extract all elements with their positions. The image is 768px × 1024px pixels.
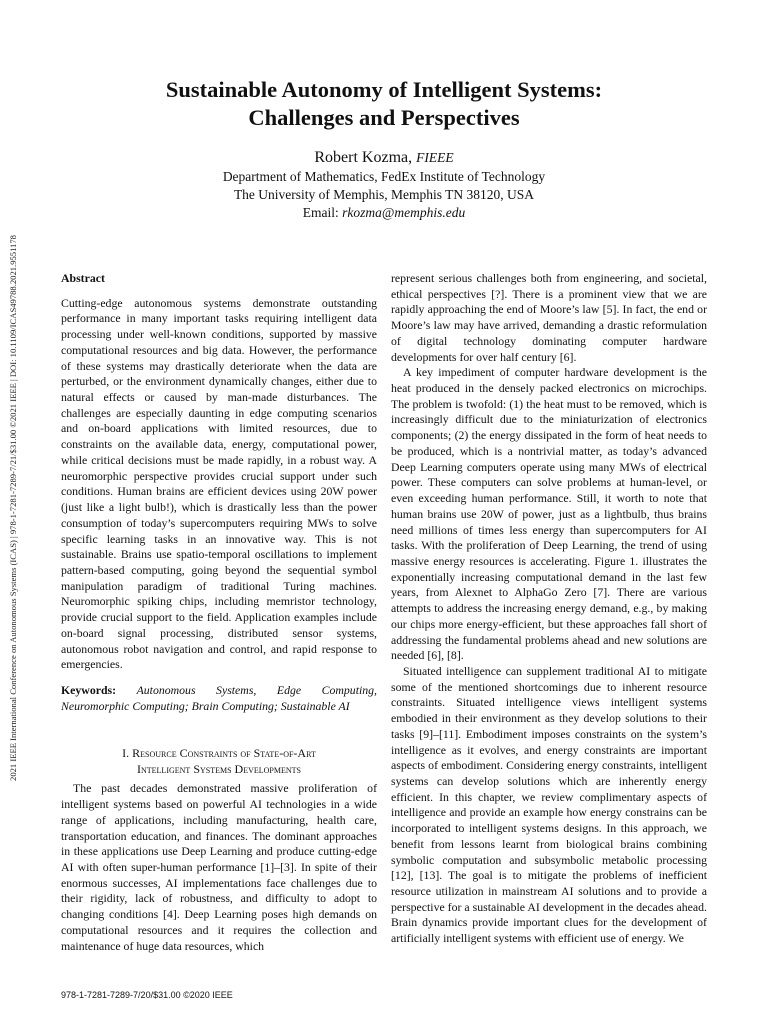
email-address: rkozma@memphis.edu: [342, 205, 466, 220]
title-line-2: Challenges and Perspectives: [248, 105, 520, 130]
author-name: Robert Kozma,: [314, 149, 413, 166]
affiliation-line-1: Department of Mathematics, FedEx Institute of Technology: [222, 169, 546, 184]
abstract-text: Cutting-edge autonomous systems demonstrate outstanding performance in many important tasks requiring intelligent data processing under well-known conditions, supported by massive computational resources and big data. However, the performance of these systems may drastically deteriorate when the data are perturbed, or the environment dynamically changes, either due to natural effects or caused by man-made disturbances. The challenges are especially daunting in edge computing scenarios and on-board applications with limited resources, due to constraints on the available data, energy, computational power, while critical decisions must be made rapidly, in a robust way. A neuromorphic perspective provides crucial support under such conditions. Human brains are efficient devices using 20W power (just like a light bulb!), which is drastically less than the power consumption of today’s supercomputers requiring MWs to solve specific learning tasks in an innovative way. This is not sustainable. Brains use spatio-temporal oscillations to implement pattern-based computing, going beyond the sequential symbol manipulation paradigm of traditional Turing machines. Neuromorphic spiking chips, including memristor technology, provide crucial support to the field. Application examples include on-board signal processing, distributed sensor systems, autonomous robot navigation and control, and rapid response to emergencies.: [61, 295, 377, 672]
body-paragraph-3: Situated intelligence can supplement traditional AI to mitigate some of the mentioned shortcomings due to inherent resource constraints. Situated intelligence views intelligent systems embodied in their environment as they develop solutions to their tasks [9]–[11]. Embodiment imposes constraints on the system’s intelligence as it evolves, and energy constraints are important aspects of embodiment. Considering energy constraints, intelligent systems can develop solutions which are inherently energy efficient. In this chapter, we review complimentary aspects of intelligence and provide an example how energy constrains can be incorporated to intelligent systems designs. In this approach, we benefit from lessons learnt from biological brains combining symbolic computation and subsymbolic metabolic processing [12], [13]. The goal is to mitigate the problems of inefficient resource utilization in mainstream AI solutions and to provide a perspective for a sustainable AI development in the decades ahead. Brain dynamics provide important clues for the development of artificially intelligent systems with efficient use of energy. We: [391, 663, 707, 946]
right-column: [391, 271, 707, 947]
section-title-line-2: Intelligent Systems Developments: [137, 761, 301, 776]
affiliation-line-2: The University of Memphis, Memphis TN 38120, USA: [233, 187, 535, 202]
doi-sidebar: [4, 178, 22, 838]
email-label: Email:: [302, 205, 339, 220]
paper-title: [0, 76, 768, 132]
keywords: [61, 683, 377, 714]
doi-sidebar-text: 2021 IEEE International Conference on Autonomous Systems (ICAS) | 978-1-7281-7289-7/21/$31.00 ©2021 IEEE | DOI: 10.1109/ICAS49788.2021.9551178: [8, 235, 18, 781]
body-paragraph-1: represent serious challenges both from engineering, and societal, ethical perspectives [?]. There is a prominent view that we are rapidly approaching the end of Moore’s law [5]. In fact, the end or Moore’s law may have arrived, demanding a drastic reformulation of digital technology dominating computer hardware developments for over half century [6].: [391, 271, 707, 364]
keywords-label: Keywords:: [61, 682, 117, 697]
section-paragraph: The past decades demonstrated massive proliferation of intelligent systems based on powerful AI technologies in a wide range of applications, including manufacturing, health care, transportation education, and finances. The dominant approaches in these applications use Deep Learning and produce cutting-edge AI with often super-human performance [1]–[3]. In spite of their enormous successes, AI implementations face challenges due to their rigidity, lack of robustness, and difficulty to adopt to changing conditions [4]. Deep Learning poses high demands on computational resources and it requires the collection and maintenance of huge data resources, which: [61, 781, 377, 953]
body-paragraph-2: A key impediment of computer hardware development is the heat produced in the densely packed electronics on microchips. The problem is twofold: (1) the heat must to be removed, which is increasingly difficult due to the miniaturization of electronics components; (2) the energy dissipated in the form of heat needs to be produced, which is a nontrivial matter, as today’s advanced Deep Learning computers operate using many MWs of electrical power. These computers can solve problems at human-level, or even exceeding human performance. Still, it worth to note that human brains use 20W of power, just as a lightbulb, thus brains need millions of times less energy than supercomputers for AI tasks. With the proliferation of Deep Learning, the trend of using massive energy resources is accelerating. Figure 1. illustrates the exponentially increasing computational demand in the last few years, from Alexnet to AlphaGo Zero [7]. There are various attempts to address the increasing energy demand, e.g., by making our chips more energy-efficient, but these approaches fall short of addressing the fundamental problems ahead and new solutions are needed [6], [8].: [391, 365, 707, 663]
title-line-1: Sustainable Autonomy of Intelligent Systems:: [165, 77, 603, 102]
section-number: I.: [122, 746, 130, 761]
abstract-heading: Abstract: [61, 271, 105, 285]
section-heading: [61, 746, 377, 777]
left-column: [61, 271, 377, 954]
author-suffix: FIEEE: [416, 150, 454, 165]
copyright-footer: 978-1-7281-7289-7/20/$31.00 ©2020 IEEE: [61, 990, 233, 1000]
keywords-text: Autonomous Systems, Edge Computing, Neuromorphic Computing; Brain Computing; Sustainable AI: [61, 682, 377, 713]
email-line: [0, 204, 768, 222]
section-title-line-1: Resource Constraints of State-of-Art: [132, 746, 316, 761]
author-block: [0, 148, 768, 222]
author: [0, 148, 768, 168]
